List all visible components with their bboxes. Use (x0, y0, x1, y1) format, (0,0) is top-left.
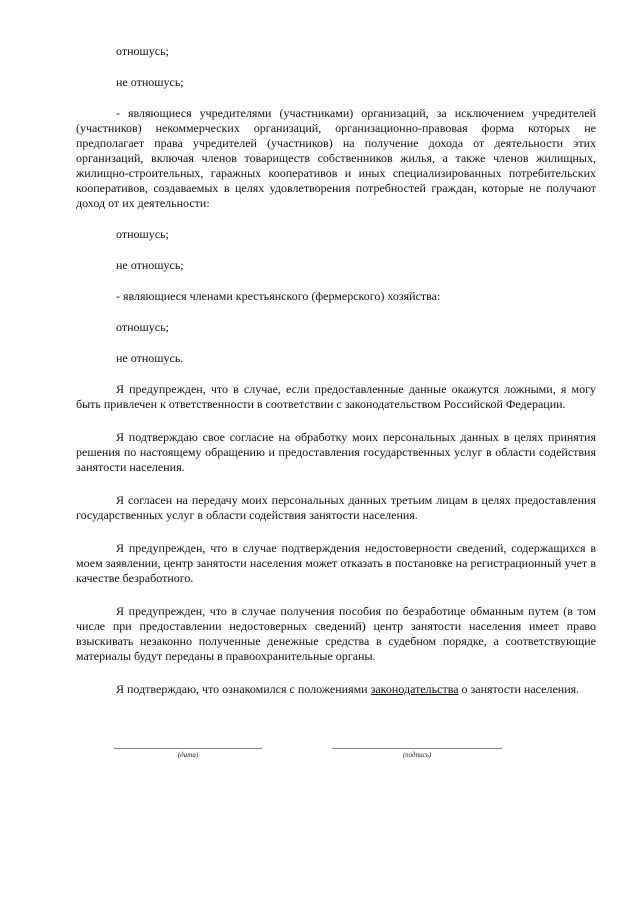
paragraph-fraud-warning: Я предупрежден, что в случае получения пособия по безработице обманным путем (в том числе при предоставлении недостоверных сведений) центр занятости населения имеет право взыскивать незаконно полученные денежные средства в судебном порядке, а соответствующие материалы будут переданы в правоохранительные органы. (76, 604, 596, 663)
paragraph-third-party-consent: Я согласен на передачу моих персональных данных третьим лицам в целях предоставления государственных услуг в области содействия занятости населения. (76, 493, 596, 522)
option-applies-2: отношусь; (116, 227, 169, 241)
acknowledgement-text: Я подтверждаю, что ознакомился с положениями (116, 682, 371, 696)
paragraph-founders: - являющиеся учредителями (участниками) организаций, за исключением учредителей (участников) некоммерческих организаций, организационно-правовая форма которых не предполагает права учредителей (участников) на получение дохода от деятельности этих организаций, включая членов товариществ собственников жилья, а также членов жилищных, жилищно-строительных, гаражных кооперативов и иных специализированных потребительских кооперативов, создаваемых в целях удовлетворения потребностей граждан, которые не получают доход от их деятельности: (76, 106, 596, 210)
option-applies-1: отношусь; (116, 44, 169, 58)
option-not-applies-2: не отношусь; (116, 258, 184, 272)
paragraph-personal-data-consent: Я подтверждаю свое согласие на обработку моих персональных данных в целях принятия решения по настоящему обращению и предоставления государственных услуг в области содействия занятости населения. (76, 430, 596, 474)
signature-block (114, 748, 504, 768)
paragraph-false-data-warning: Я предупрежден, что в случае, если предоставленные данные окажутся ложными, я могу быть привлечен к ответственности в соответствии с законодательством Российской Федерации. (76, 382, 596, 411)
date-caption: (дата) (177, 751, 199, 759)
option-not-applies-1: не отношусь; (116, 75, 184, 89)
paragraph-farm-members: - являющиеся членами крестьянского (фермерского) хозяйства: (116, 289, 441, 303)
paragraph-unreliable-data-warning: Я предупрежден, что в случае подтверждения недостоверности сведений, содержащихся в моем заявлении, центр занятости населения может отказать в постановке на регистрационный учет в качестве безработного. (76, 541, 596, 585)
option-applies-3: отношусь; (116, 320, 169, 334)
signature-caption: (подпись) (402, 751, 432, 759)
date-field[interactable] (114, 748, 262, 760)
acknowledgement-text-end: о занятости населения. (458, 682, 580, 696)
legislation-link[interactable]: законодательства (370, 682, 459, 696)
option-not-applies-3: не отношусь. (116, 351, 184, 365)
paragraph-law-acknowledgement (76, 682, 596, 697)
signature-field[interactable] (332, 748, 502, 760)
